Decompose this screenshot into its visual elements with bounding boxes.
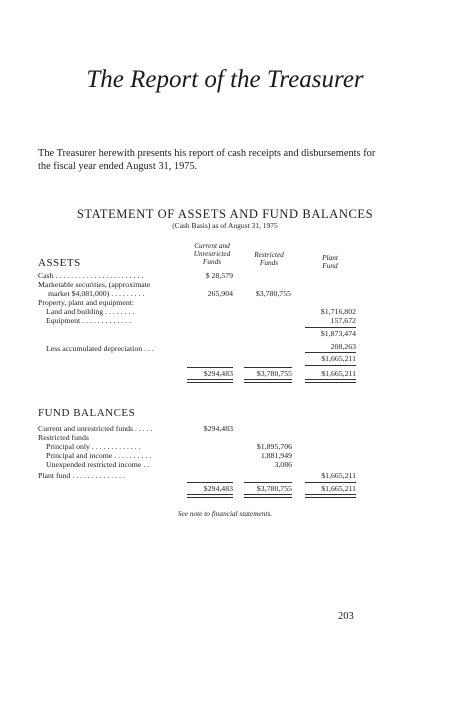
fund-total-rule-restricted (244, 482, 292, 483)
assets-heading: ASSETS (38, 257, 81, 269)
column-heading-line: Current and (194, 241, 230, 250)
plant-fund-value: $1,665,211 (321, 471, 356, 480)
property-label: Property, plant and equipment: (38, 298, 135, 307)
principal-income-value: 1,881,949 (260, 451, 292, 460)
principal-only-label: Principal only . . . . . . . . . . . . . (46, 442, 141, 451)
principal-income-label: Principal and income . . . . . . . . . . (46, 451, 152, 460)
double-rule-restricted (244, 379, 292, 383)
fund-total-rule-plant (305, 482, 356, 483)
fund-total-rule-current (187, 482, 233, 483)
total-rule-plant (305, 365, 356, 366)
total-rule-current (187, 367, 233, 368)
equipment-plant-value: 157,672 (330, 316, 356, 325)
page-number: 203 (338, 611, 354, 622)
depreciation-label: Less accumulated depreciation . . . (46, 344, 154, 353)
column-heading-line: Plant (322, 253, 338, 262)
fund-total-restricted: $3,780,755 (256, 484, 292, 493)
double-rule-plant (305, 379, 356, 383)
subtotal-plant-value: $1,873,474 (320, 329, 356, 338)
securities-current-value: 265,904 (207, 289, 233, 298)
fund-double-rule-plant (305, 494, 356, 498)
subtotal-rule (305, 327, 356, 328)
cash-label: Cash . . . . . . . . . . . . . . . . . . . . . . . (38, 271, 144, 280)
cash-current-value: $ 28,579 (205, 271, 233, 280)
depreciation-plant-value: 208,263 (330, 342, 356, 351)
fund-total-plant: $1,665,211 (321, 484, 356, 493)
fund-double-rule-current (187, 494, 233, 498)
assets-total-plant: $1,665,211 (321, 369, 356, 378)
column-heading-line: Restricted (254, 250, 284, 259)
land-plant-value: $1,716,802 (320, 307, 356, 316)
assets-total-current: $294,483 (203, 369, 233, 378)
restricted-funds-label: Restricted funds (38, 433, 89, 442)
assets-total-restricted: $3,780,755 (256, 369, 292, 378)
equipment-label: Equipment . . . . . . . . . . . . . (46, 316, 131, 325)
fund-double-rule-restricted (244, 494, 292, 498)
land-label: Land and building . . . . . . . . (46, 307, 135, 316)
net-rule (305, 352, 356, 353)
page-title: The Report of the Treasurer (86, 66, 364, 93)
statement-subtitle: (Cash Basis) as of August 31, 1975 (172, 221, 278, 230)
column-heading-current (182, 242, 242, 267)
column-heading-restricted (240, 251, 298, 267)
securities-restricted-value: $3,780,755 (255, 289, 291, 298)
column-heading-line: Unrestricted (193, 249, 231, 259)
column-heading-line: Fund (322, 261, 338, 271)
footnote: See note to financial statements. (177, 509, 273, 518)
column-heading-plant (305, 254, 355, 270)
statement-title: STATEMENT OF ASSETS AND FUND BALANCES (76, 207, 374, 221)
column-heading-line: Funds (202, 257, 222, 267)
unexpended-income-label: Unexpended restricted income . . (46, 460, 150, 469)
fund-total-current: $294,483 (203, 484, 233, 493)
net-plant-value: $1,665,211 (321, 354, 356, 363)
securities-label: Marketable securities, (approximate (38, 280, 151, 289)
column-heading-line: Funds (259, 258, 279, 268)
plant-fund-label: Plant fund . . . . . . . . . . . . . . (38, 471, 125, 480)
unexpended-income-value: 3,086 (274, 460, 292, 469)
intro-paragraph: The Treasurer herewith presents his report of cash receipts and disbursements for the fiscal year ended August 31, 1975. (38, 148, 376, 172)
current-funds-label: Current and unrestricted funds . . . . . (38, 424, 153, 433)
double-rule-current (187, 379, 233, 383)
fund-balances-heading: FUND BALANCES (38, 407, 136, 419)
principal-only-value: $1,895,706 (256, 442, 292, 451)
current-funds-value: $294,483 (203, 424, 233, 433)
total-rule-restricted (244, 367, 292, 368)
securities-label-continued: market $4,081,000) . . . . . . . . . (48, 289, 145, 298)
